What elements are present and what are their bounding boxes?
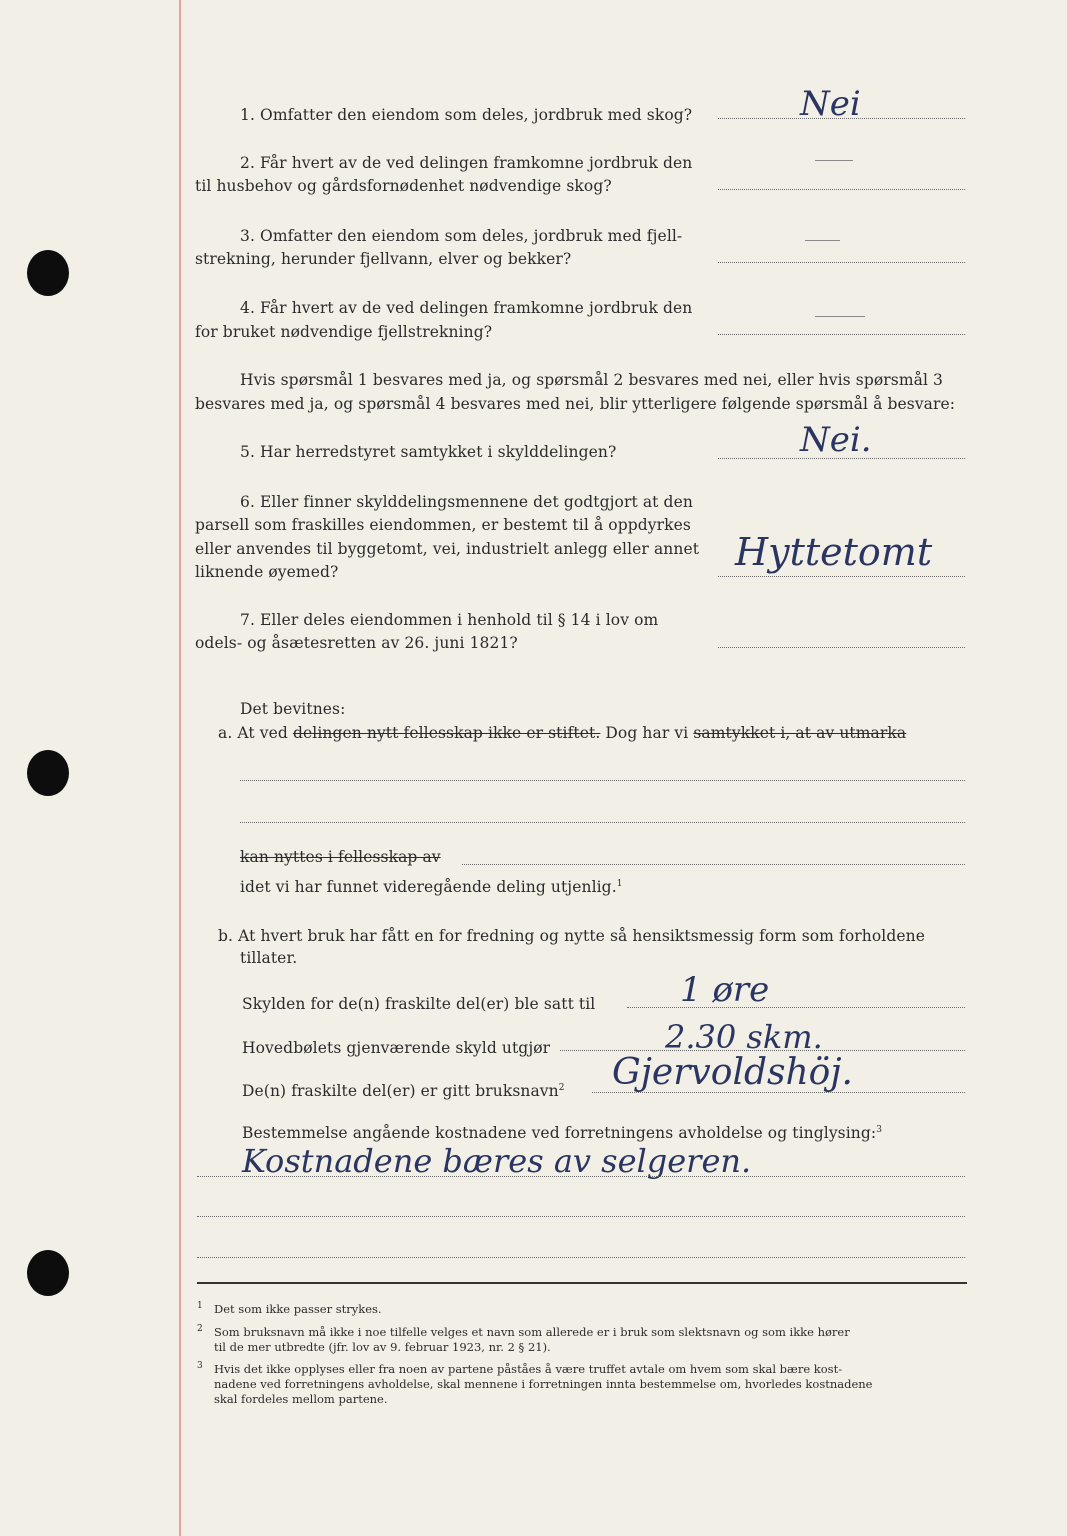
bevitnes-a-line-4 — [240, 872, 623, 899]
kostnader-line-3 — [197, 1257, 965, 1258]
bevitnes-a-line-1 — [218, 721, 906, 745]
answer-line-3 — [718, 262, 965, 263]
hovedbol-handwritten: 2.30 skm. — [665, 1018, 823, 1056]
footnote-3-number: 3 — [197, 1361, 203, 1371]
punch-hole-middle — [27, 750, 69, 796]
bevitnes-a-prefix: a. At ved — [218, 724, 288, 742]
bevitnes-a-blank-line-2 — [240, 822, 965, 823]
kostnader-label-text: Bestemmelse angående kostnadene ved forretningens avholdelse og tinglysing: — [242, 1124, 877, 1143]
skyld-line — [627, 1007, 965, 1008]
bruksnavn-label-text: De(n) fraskilte del(er) er gitt bruksnavn — [242, 1082, 559, 1101]
kostnader-line-2 — [197, 1216, 965, 1217]
skyld-label: Skylden for de(n) fraskilte del(er) ble satt til — [242, 995, 596, 1013]
red-margin-line — [179, 0, 181, 1536]
condition-line-1: Hvis spørsmål 1 besvares med ja, og spørsmål 2 besvares med nei, eller hvis spørsmål 3 — [240, 371, 944, 389]
answer-3-dash — [805, 240, 840, 241]
bevitnes-a-fellesskap-line — [462, 864, 965, 865]
footnote-1-number: 1 — [197, 1301, 203, 1311]
footnote-ref-3: 3 — [876, 1125, 883, 1135]
answer-5-handwritten: Nei. — [800, 420, 872, 460]
bevitnes-a-struck-text: delingen nytt fellesskap ikke er stiftet. — [292, 724, 601, 742]
answer-line-4 — [718, 334, 965, 335]
answer-6-handwritten: Hyttetomt — [735, 530, 933, 574]
footnote-rule — [197, 1282, 967, 1284]
answer-2-dash — [815, 160, 853, 161]
question-3-line-1: 3. Omfatter den eiendom som deles, jordbruk med fjell- — [240, 227, 683, 245]
punch-hole-bottom — [27, 1250, 69, 1296]
hovedbol-label: Hovedbølets gjenværende skyld utgjør — [242, 1039, 551, 1057]
question-7-line-2: odels- og åsætesretten av 26. juni 1821? — [195, 634, 518, 652]
bevitnes-a-line-3: kan nyttes i fellesskap av — [240, 848, 441, 866]
question-1: 1. Omfatter den eiendom som deles, jordbruk med skog? — [240, 106, 693, 124]
footnote-2-line-1: Som bruksnavn må ikke i noe tilfelle velges et navn som allerede er i bruk som slektsnavn og som ikke hører — [214, 1325, 850, 1339]
bevitnes-heading: Det bevitnes: — [240, 700, 346, 718]
question-4-line-2: for bruket nødvendige fjellstrekning? — [195, 323, 493, 341]
answer-1-handwritten: Nei — [800, 84, 861, 124]
question-5: 5. Har herredstyret samtykket i skylddelingen? — [240, 443, 617, 461]
bevitnes-a-struck-text-2: samtykket i, at av utmarka — [693, 724, 907, 742]
question-6-line-1: 6. Eller finner skylddelingsmennene det godtgjort at den — [240, 493, 693, 511]
condition-line-2: besvares med ja, og spørsmål 4 besvares med nei, blir ytterligere følgende spørsmål å besvare: — [195, 395, 956, 413]
question-3-line-2: strekning, herunder fjellvann, elver og bekker? — [195, 250, 572, 268]
punch-hole-top — [27, 250, 69, 296]
bruksnavn-label — [242, 1076, 565, 1103]
bevitnes-a-blank-line-1 — [240, 780, 965, 781]
question-2-line-1: 2. Får hvert av de ved delingen framkomne jordbruk den — [240, 154, 693, 172]
footnote-3-line-1: Hvis det ikke opplyses eller fra noen av partene påståes å være truffet avtale om hvem som skal bære kost- — [214, 1362, 843, 1376]
question-6-line-2: parsell som fraskilles eiendommen, er bestemt til å oppdyrkes — [195, 516, 691, 534]
answer-line-7 — [718, 647, 965, 648]
kostnader-handwritten: Kostnadene bæres av selgeren. — [242, 1142, 752, 1180]
answer-line-6 — [718, 576, 965, 577]
question-7-line-1: 7. Eller deles eiendommen i henhold til § 14 i lov om — [240, 611, 659, 629]
footnote-ref-1: 1 — [616, 879, 623, 889]
bevitnes-b-line-1: b. At hvert bruk har fått en for fredning og nytte så hensiktsmessig form som forholdene — [218, 927, 926, 945]
footnote-3-line-2: nadene ved forretningens avholdelse, skal mennene i forretningen innta bestemmelse om, hvorledes kostnadene — [214, 1377, 873, 1391]
footnote-ref-2: 2 — [558, 1083, 565, 1093]
question-6-line-4: liknende øyemed? — [195, 563, 339, 581]
bruksnavn-handwritten: Gjervoldshöj. — [612, 1052, 853, 1093]
footnote-1: Det som ikke passer strykes. — [214, 1302, 382, 1316]
kostnader-line-1 — [197, 1176, 965, 1177]
footnote-2-number: 2 — [197, 1324, 203, 1334]
bevitnes-a-rest: Dog har vi — [605, 724, 689, 742]
question-2-line-2: til husbehov og gårdsfornødenhet nødvendige skog? — [195, 177, 612, 195]
bevitnes-a-line-4-text: idet vi har funnet videregående deling utjenlig. — [240, 878, 617, 897]
footnote-3-line-3: skal fordeles mellom partene. — [214, 1392, 388, 1406]
skyld-handwritten: 1 øre — [680, 970, 770, 1010]
question-6-line-3: eller anvendes til byggetomt, vei, industrielt anlegg eller annet — [195, 540, 700, 558]
question-4-line-1: 4. Får hvert av de ved delingen framkomne jordbruk den — [240, 299, 693, 317]
answer-4-dash — [815, 316, 865, 317]
answer-line-2 — [718, 189, 965, 190]
bevitnes-b-line-2: tillater. — [240, 949, 298, 967]
footnote-2-line-2: til de mer utbredte (jfr. lov av 9. februar 1923, nr. 2 § 21). — [214, 1340, 551, 1354]
